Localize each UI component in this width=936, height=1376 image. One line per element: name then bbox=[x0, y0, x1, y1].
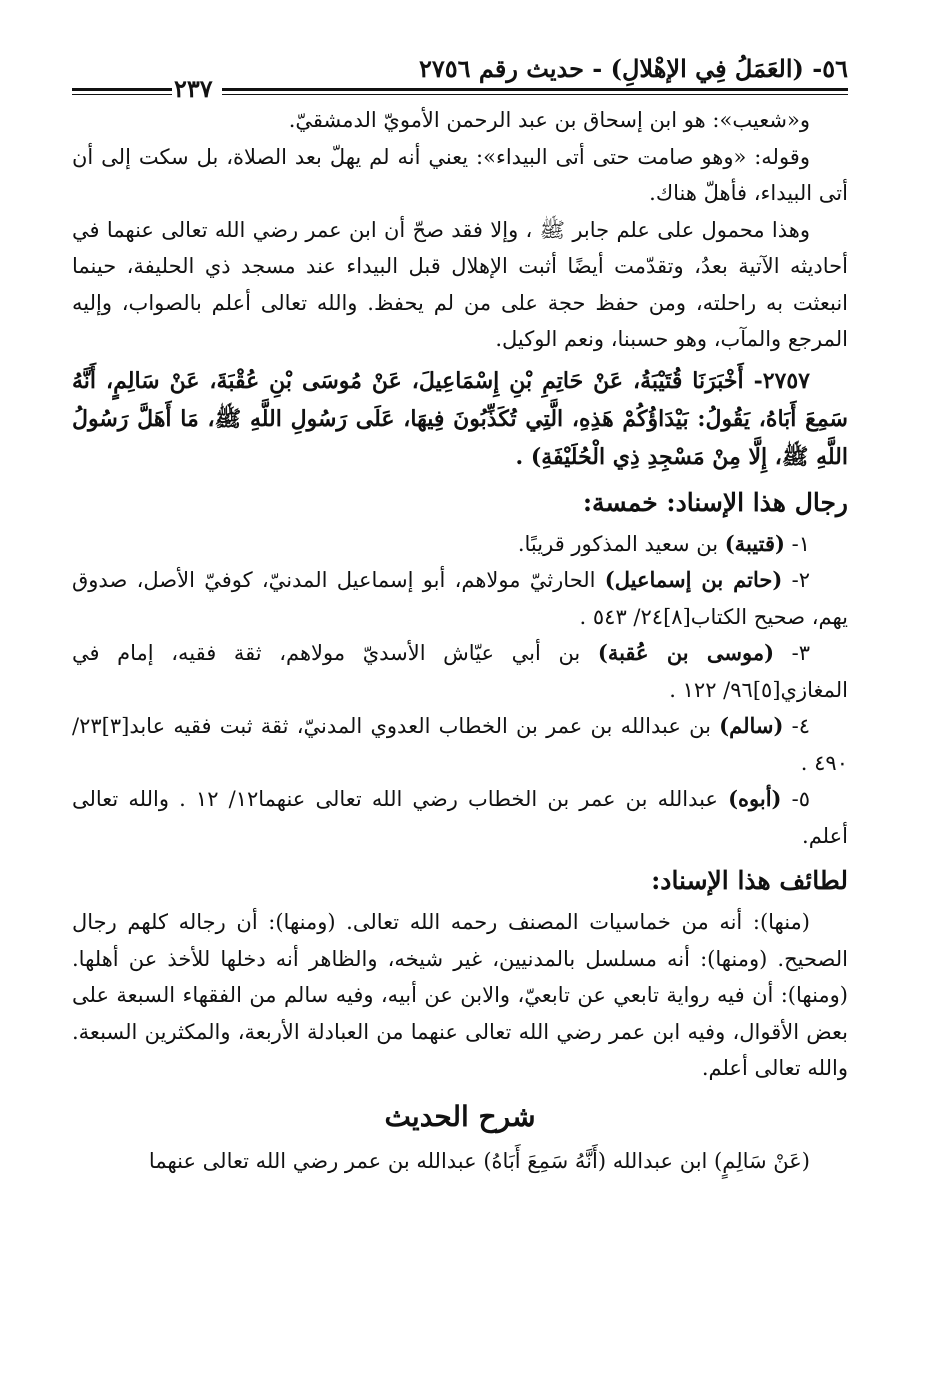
narrator-desc: بن عبدالله بن عمر بن الخطاب العدوي المدنيّ، ثقة ثبت فقيه عابد[٣]٢٣/ ٤٩٠ . bbox=[72, 714, 848, 775]
page-header bbox=[72, 48, 848, 102]
book-page bbox=[72, 48, 848, 1336]
narrator-name: (موسى بن عُقبة) bbox=[597, 640, 775, 665]
narrator-name: (سالم) bbox=[719, 713, 784, 738]
hadith-text: ٢٧٥٧- أَخْبَرَنَا قُتَيْبَةُ، عَنْ حَاتِمِ بْنِ إِسْمَاعِيلَ، عَنْ مُوسَى بْنِ عُقْبَةَ، عَنْ سَالِمٍ، أَنَّهُ سَمِعَ أَبَاهُ، يَقُولُ: بَيْدَاؤُكُمْ هَذِهِ، الَّتِي تُكَذِّبُونَ فِيهَا، عَلَى رَسُولِ اللَّهِ ﷺ، مَا أَهَلَّ رَسُولُ اللَّهِ ﷺ، إِلَّا مِنْ مَسْجِدِ ذِي الْحُلَيْفَةِ) . bbox=[72, 367, 848, 470]
paragraph-jabir: وهذا محمول على علم جابر ﷺ ، وإلا فقد صحّ أن ابن عمر رضي الله تعالى عنهما في أحاديثه الآتية بعدُ، وتقدّمت أيضًا أثبت الإهلال قبل البيداء عند مسجد ذي الحليفة، حينما انبعثت به راحلته، ومن حفظ حجة على من لم يحفظ. والله تعالى أعلم بالصواب، وإليه المرجع والمآب، وهو حسبنا، ونعم الوكيل. bbox=[72, 217, 848, 351]
narrator-item bbox=[72, 635, 848, 708]
narrator-item bbox=[72, 562, 848, 635]
item-number: ٤- bbox=[783, 714, 810, 738]
narrator-name: (أبوه) bbox=[728, 786, 782, 811]
narrator-item bbox=[72, 781, 848, 854]
narrator-name: (قتيبة) bbox=[724, 530, 785, 556]
paragraph-qawluhu: وقوله: «وهو صامت حتى أتى البيداء»: يعني أنه لم يهلّ بعد الصلاة، بل سكت إلى أن أتى البيداء، فأهلّ هناك. bbox=[72, 144, 848, 205]
page-number: ٢٣٧ bbox=[174, 74, 213, 103]
explanation-text: (عَنْ سَالِمٍ) ابن عبدالله (أَنَّهُ سَمِعَ أَبَاهُ) عبدالله بن عمر رضي الله تعالى عنهما bbox=[148, 1148, 810, 1173]
narrator-item bbox=[72, 526, 848, 563]
explanation-heading: شرح الحديث bbox=[384, 1099, 536, 1133]
paragraph-shuayb: و«شعيب»: هو ابن إسحاق بن عبد الرحمن الأمويّ الدمشقيّ. bbox=[288, 108, 810, 132]
page-body bbox=[72, 102, 848, 1179]
item-number: ٣- bbox=[774, 641, 810, 665]
narrator-item bbox=[72, 708, 848, 781]
item-number: ٥- bbox=[781, 787, 811, 811]
narrators-list bbox=[72, 526, 848, 855]
header-rule bbox=[222, 88, 848, 95]
narrator-name: (حاتم بن إسماعيل) bbox=[604, 567, 783, 592]
narrator-desc: عبدالله بن عمر بن الخطاب رضي الله تعالى عنهما١٢/ ١٢ . والله تعالى أعلم. bbox=[72, 787, 848, 848]
item-number: ١- bbox=[784, 531, 810, 556]
item-number: ٢- bbox=[782, 568, 811, 592]
subtleties-heading: لطائف هذا الإسناد: bbox=[651, 866, 848, 895]
subtleties-text: (منها): أنه من خماسيات المصنف رحمه الله تعالى. (ومنها): أن رجاله كلهم رجال الصحيح. (ومنها): أنه مسلسل بالمدنيين، غير شيخه، والظاهر أنه دخلها للأخذ عن أهلها. (ومنها): أن فيه رواية تابعي عن تابعيّ، والابن عن أبيه، وفيه سالم من الفقهاء السبعة على بعض الأقوال، وفيه ابن عمر رضي الله تعالى عنهما من العبادلة الأربعة، والمكثرين السبعة. والله تعالى أعلم. bbox=[72, 910, 848, 1080]
narrator-desc: الحارثيّ مولاهم، أبو إسماعيل المدنيّ، كوفيّ الأصل، صدوق يهم، صحيح الكتاب[٨]٢٤/ ٥٤٣ . bbox=[72, 568, 848, 629]
narrators-heading: رجال هذا الإسناد: خمسة: bbox=[582, 487, 848, 517]
narrator-desc: بن أبي عيّاش الأسديّ مولاهم، ثقة فقيه، إمام في المغازي[٥]٩٦/ ١٢٢ . bbox=[72, 641, 848, 702]
running-title: ٥٦- (العَمَلُ فِي الإهْلالِ) - حديث رقم ٢٧٥٦ bbox=[418, 54, 848, 83]
narrator-desc: بن سعيد المذكور قريبًا. bbox=[517, 531, 725, 556]
header-rule-short bbox=[72, 88, 172, 95]
